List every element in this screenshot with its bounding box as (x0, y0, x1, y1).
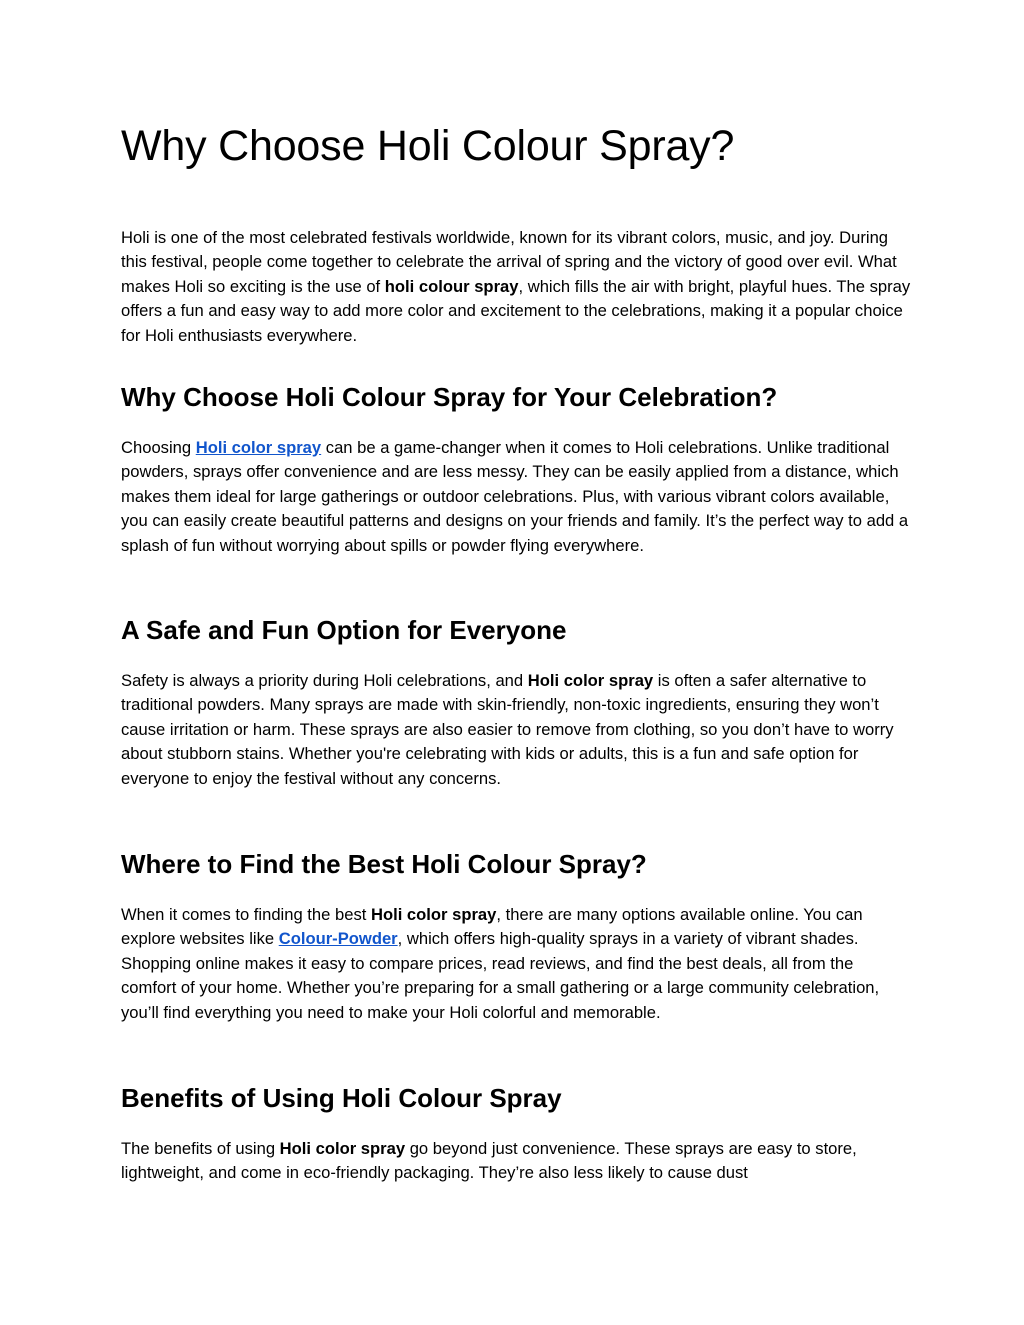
section-benefits (121, 1082, 911, 1186)
bold-keyword: Holi color spray (279, 1139, 406, 1158)
section-heading: A Safe and Fun Option for Everyone (121, 615, 567, 645)
bold-keyword: Holi color spray (527, 671, 654, 690)
section-heading: Benefits of Using Holi Colour Spray (121, 1083, 562, 1113)
section-paragraph: Choosing Holi color spray can be a game-changer when it comes to Holi celebrations. Unlike traditional powders, sprays offer convenience and are less messy. They can be easily applied from a distance, which makes them ideal for large gatherings or outdoor celebrations. Plus, with various vibrant colors available, you can easily create beautiful patterns and designs on your friends and family. It’s the perfect way to add a splash of fun without worrying about spills or powder flying everywhere. (121, 438, 909, 555)
section-where-to-find (121, 848, 911, 1025)
holi-color-spray-link[interactable]: Holi color spray (195, 438, 322, 457)
section-paragraph: The benefits of using Holi color spray go beyond just convenience. These sprays are easy to store, lightweight, and come in eco-friendly packaging. They’re also less likely to cause dust (121, 1139, 857, 1183)
bold-keyword: Holi color spray (370, 905, 497, 924)
page-title: Why Choose Holi Colour Spray? (121, 122, 735, 170)
section-paragraph: When it comes to finding the best Holi color spray, there are many options available online. You can explore websites like Colour-Powder, which offers high-quality sprays in a variety of vibrant shades. Shopping online makes it easy to compare prices, read reviews, and find the best deals, all from the comfort of your home. Whether you’re preparing for a small gathering or a large community celebration, you’ll find everything you need to make your Holi colorful and memorable. (121, 905, 880, 1022)
section-paragraph: Safety is always a priority during Holi celebrations, and Holi color spray is often a safer alternative to traditional powders. Many sprays are made with skin-friendly, non-toxic ingredients, ensuring they won’t cause irritation or harm. These sprays are also easier to remove from clothing, so you don’t have to worry about stubborn stains. Whether you're celebrating with kids or adults, this is a fun and safe option for everyone to enjoy the festival without any concerns. (121, 671, 894, 788)
section-heading: Why Choose Holi Colour Spray for Your Celebration? (121, 382, 778, 412)
intro-section (121, 226, 911, 348)
section-celebration (121, 381, 911, 558)
intro-paragraph: Holi is one of the most celebrated festivals worldwide, known for its vibrant colors, music, and joy. During this festival, people come together to celebrate the arrival of spring and the victory of good over evil. What makes Holi so exciting is the use of holi colour spray, which fills the air with bright, playful hues. The spray offers a fun and easy way to add more color and excitement to the celebrations, making it a popular choice for Holi enthusiasts everywhere. (121, 228, 911, 345)
bold-keyword: holi colour spray (384, 276, 519, 296)
section-heading: Where to Find the Best Holi Colour Spray? (121, 849, 647, 879)
section-safe-fun (121, 614, 911, 791)
colour-powder-link[interactable]: Colour-Powder (278, 929, 398, 949)
